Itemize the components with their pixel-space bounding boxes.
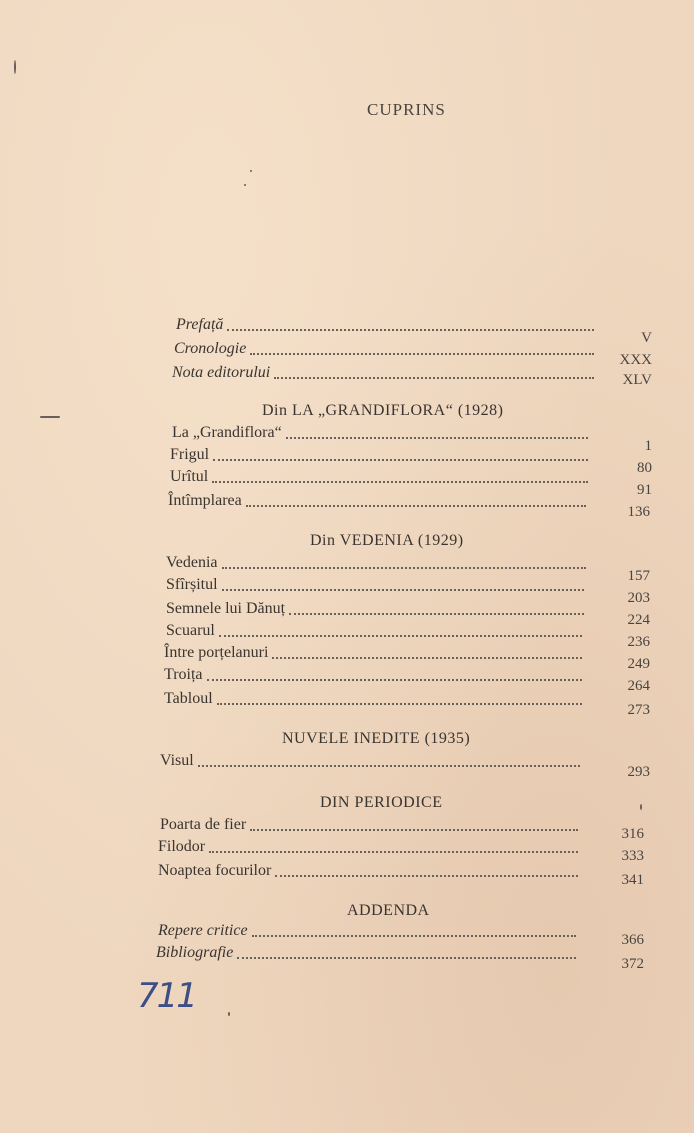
toc-entry-label: Noaptea focurilor [158,862,272,879]
toc-entry-page: 316 [621,826,644,842]
toc-entry-page: 372 [621,956,644,972]
toc-entry-label: Repere critice [158,922,248,939]
toc-entry-page: 293 [627,764,650,780]
dot-leader [286,437,588,439]
handwritten-note: 711 [137,976,196,1016]
toc-entry [172,420,592,442]
toc-entry [166,596,588,618]
toc-entry-label: Nota editorului [172,364,271,381]
toc-entry-page: V [641,330,652,346]
dot-leader [222,567,586,569]
dot-leader [209,851,578,853]
toc-entry-page: 157 [627,568,650,584]
toc-entry-label: Scuarul [166,622,215,639]
toc-entry-label: Urîtul [170,468,209,485]
toc-entry [160,748,584,770]
paper-speck [250,170,252,172]
dot-leader [252,935,576,937]
toc-entry-label: Visul [160,752,194,769]
dot-leader [212,481,588,483]
section-heading: NUVELE INEDITE (1935) [282,730,471,747]
toc-entry-page: 91 [637,482,652,498]
dot-leader [289,613,584,615]
toc-entry [168,488,590,510]
toc-entry [164,662,586,684]
toc-entry-label: Semnele lui Dănuț [166,600,286,617]
toc-entry-page: XXX [619,352,652,368]
toc-entry-page: 366 [621,932,644,948]
dot-leader [274,377,594,379]
dot-leader [207,679,582,681]
toc-entry-label: Frigul [170,446,210,463]
paper-speck [14,60,16,74]
toc-entry [166,572,588,594]
dot-leader [272,657,582,659]
toc-entry [158,834,582,856]
toc-entry-page: 249 [627,656,650,672]
toc-entry-label: Întîmplarea [168,492,242,509]
toc-entry [164,686,586,708]
toc-entry-page: 203 [627,590,650,606]
toc-entry [156,940,580,962]
toc-entry-prefata [176,312,598,334]
dot-leader [250,353,594,355]
toc-entry-page: 333 [621,848,644,864]
section-heading: Din VEDENIA (1929) [310,532,464,549]
toc-entry-label: Între porțelanuri [164,644,269,661]
toc-entry [164,640,586,662]
toc-entry-cronologie [174,336,598,358]
paper-speck [640,804,642,810]
toc-entry [166,550,590,572]
dot-leader [237,957,576,959]
paper-speck [40,416,60,418]
toc-entry [170,464,592,486]
toc-entry-page: 1 [644,438,652,454]
dot-leader [222,589,584,591]
dot-leader [213,459,588,461]
dot-leader [219,635,582,637]
toc-entry-label: Tabloul [164,690,213,707]
paper-speck [228,1012,230,1016]
section-heading: ADDENDA [347,902,430,919]
dot-leader [246,505,586,507]
toc-entry [166,618,586,640]
toc-entry-label: Prefață [176,316,224,333]
section-heading: Din LA „GRANDIFLORA“ (1928) [262,402,504,419]
toc-entry-label: Bibliografie [156,944,234,961]
toc-entry-page: 136 [627,504,650,520]
toc-entry-page: XLV [622,372,652,388]
toc-entry-label: Poarta de fier [160,816,247,833]
toc-entry [160,812,582,834]
toc-entry-page: 80 [637,460,652,476]
toc-entry-label: Sfîrșitul [166,576,218,593]
toc-entry-page: 264 [627,678,650,694]
toc-entry-page: 341 [621,872,644,888]
toc-entry-nota-editorului [172,360,598,382]
toc-entry [158,858,582,880]
toc-entry-label: La „Grandiflora“ [172,424,282,441]
dot-leader [250,829,578,831]
paper-speck [244,184,246,186]
dot-leader [217,703,582,705]
dot-leader [227,329,594,331]
page-title: CUPRINS [367,100,446,119]
toc-entry-label: Troița [164,666,203,683]
dot-leader [275,875,578,877]
dot-leader [198,765,580,767]
toc-entry-label: Vedenia [166,554,218,571]
toc-entry [158,918,580,940]
toc-entry-label: Filodor [158,838,206,855]
toc-entry-label: Cronologie [174,340,247,357]
section-heading: DIN PERIODICE [320,794,443,811]
toc-entry-page: 273 [627,702,650,718]
toc-entry-page: 236 [627,634,650,650]
toc-entry [170,442,592,464]
toc-entry-page: 224 [627,612,650,628]
